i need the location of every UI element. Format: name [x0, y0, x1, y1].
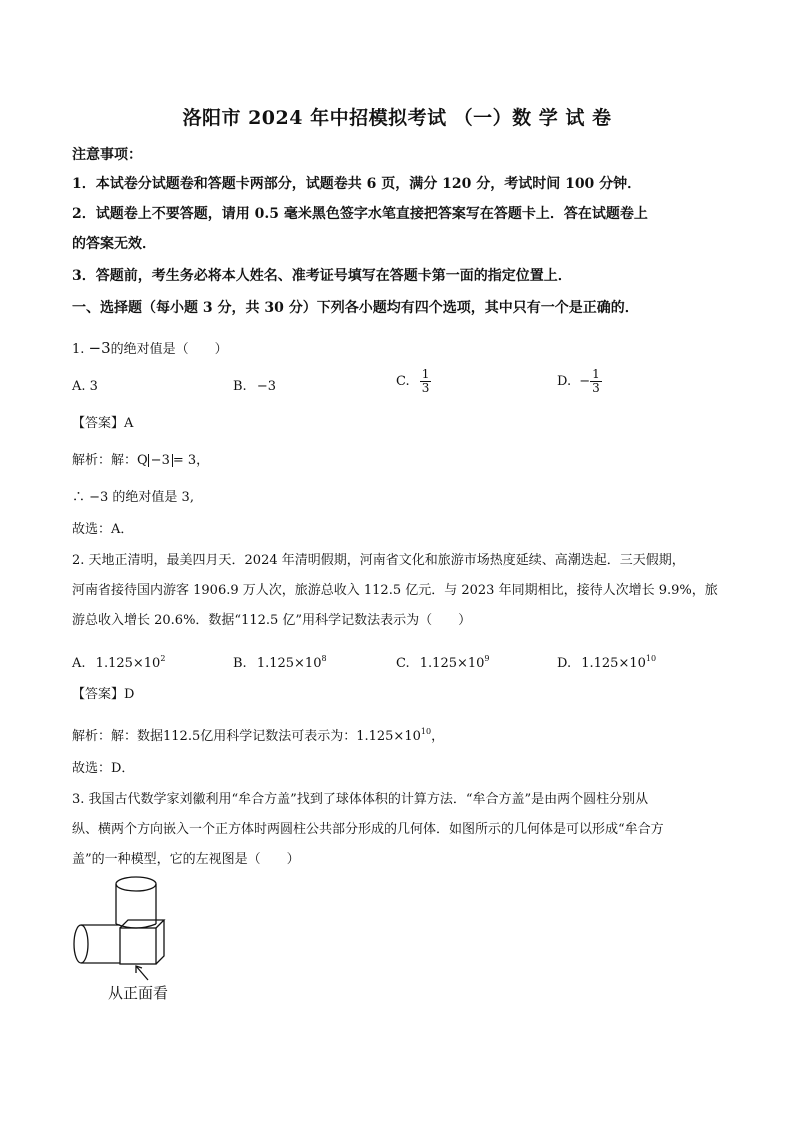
notice-item-2b: 的答案无效． [72, 236, 156, 252]
q2-option-c-base: 1.125×10 [419, 656, 485, 671]
q1-option-b-value: −3 [256, 379, 276, 394]
q1-option-d-numerator: 1 [592, 367, 600, 381]
page-title: 洛阳市 2024 年中招模拟考试 （一）数 学 试 卷 [182, 107, 612, 129]
q2-option-c-label: C. [396, 656, 410, 671]
q1-option-d-label: D. [557, 374, 572, 389]
q1-answer: 【答案】A [72, 416, 134, 431]
q2-option-b-label: B. [233, 656, 247, 671]
q2-answer: 【答案】D [72, 687, 135, 702]
q2-option-a-exponent: 2 [160, 654, 166, 663]
left-cylinder-ellipse [74, 925, 88, 963]
q1-stem [72, 338, 228, 360]
q1-option-b [233, 377, 276, 397]
q1-explanation-suffix: = 3， [172, 453, 210, 468]
q1-option-a: A. 3 [72, 379, 98, 394]
q2-option-b [233, 649, 327, 674]
q2-explanation-tail: ， [431, 729, 445, 744]
section-heading: 一、选择题（每小题 3 分，共 30 分）下列各小题均有四个选项，其中只有一个是正确的． [72, 300, 639, 316]
notice-item-1: 1．本试卷分试题卷和答题卡两部分，试题卷共 6 页，满分 120 分，考试时间 100 分钟． [72, 176, 642, 192]
q2-option-d [557, 649, 656, 674]
q2-option-c [396, 649, 490, 674]
q2-option-b-exponent: 8 [321, 654, 327, 663]
q1-option-d-sign: − [579, 374, 591, 389]
q2-explanation-exponent: 10 [420, 727, 432, 736]
q1-option-c-label: C. [396, 374, 410, 389]
view-arrow-shaft [136, 966, 148, 980]
q1-absolute-value: −3 [148, 454, 173, 467]
q2-line-1: 2. 天地正清明，最美四月天．2024 年清明假期，河南省文化和旅游市场热度延续、高潮迭起．三天假期， [72, 553, 685, 568]
q1-option-c-numerator: 1 [421, 367, 430, 381]
q2-option-c-exponent: 9 [484, 654, 490, 663]
q2-option-d-exponent: 10 [645, 654, 657, 663]
q3-line-2: 纵、横两个方向嵌入一个正方体时两圆柱公共部分形成的几何体．如图所示的几何体是可以形成“牟合方 [72, 822, 664, 837]
q1-expression: −3 [88, 339, 111, 357]
q3-line-3: 盖”的一种模型，它的左视图是（ ） [72, 852, 300, 867]
q1-explanation-2: ∴ −3 的绝对值是 3, [72, 490, 194, 505]
q2-option-d-label: D. [557, 656, 572, 671]
q1-option-c-denominator: 3 [421, 381, 430, 395]
cube-front-face [120, 928, 156, 964]
q1-explanation-prefix: 解析：解：Q [72, 453, 148, 468]
notice-item-3: 3．答题前，考生务必将本人姓名、准考证号填写在答题卡第一面的指定位置上． [72, 268, 572, 284]
notice-item-2a: 2．试题卷上不要答题，请用 0.5 毫米黑色签字水笔直接把答案写在答题卡上．答在试题卷上 [72, 206, 648, 222]
q3-line-1: 3. 我国古代数学家刘徽利用“牟合方盖”找到了球体体积的计算方法．“牟合方盖”是由两个圆柱分别从 [72, 792, 649, 807]
q1-option-c-fraction [420, 368, 432, 395]
q2-option-b-base: 1.125×10 [256, 656, 322, 671]
q1-option-b-label: B. [233, 379, 247, 394]
q1-option-d-denominator: 3 [592, 381, 600, 395]
q1-option-d-fraction [590, 368, 602, 395]
figure-label: 从正面看 [108, 984, 169, 1002]
q2-line-2: 河南省接待国内游客 1906.9 万人次，旅游总收入 112.5 亿元．与 2023 年同期相比，接待人次增长 9.9%，旅 [72, 583, 718, 598]
q2-option-d-base: 1.125×10 [581, 656, 646, 671]
q2-explanation [72, 722, 444, 747]
q2-option-a-base: 1.125×10 [95, 656, 161, 671]
q2-choice: 故选：D． [72, 761, 135, 776]
top-cylinder-ellipse [116, 877, 156, 891]
q1-option-d [557, 368, 602, 395]
q1-choice: 故选：A． [72, 522, 134, 537]
q2-line-3: 游总收入增长 20.6%．数据“112.5 亿”用科学记数法表示为（ ） [72, 613, 472, 628]
q2-explanation-base: 1.125×10 [356, 729, 421, 744]
q1-stem-text: 的绝对值是（ ） [110, 342, 228, 357]
q2-option-a-label: A. [72, 656, 86, 671]
q1-option-c [396, 368, 431, 395]
q2-explanation-text: 解析：解：数据112.5亿用科学记数法可表示为： [72, 729, 357, 744]
notice-heading: 注意事项： [72, 147, 142, 163]
q2-option-a [72, 649, 165, 674]
q1-number: 1. [72, 342, 85, 357]
q1-explanation [72, 451, 209, 471]
